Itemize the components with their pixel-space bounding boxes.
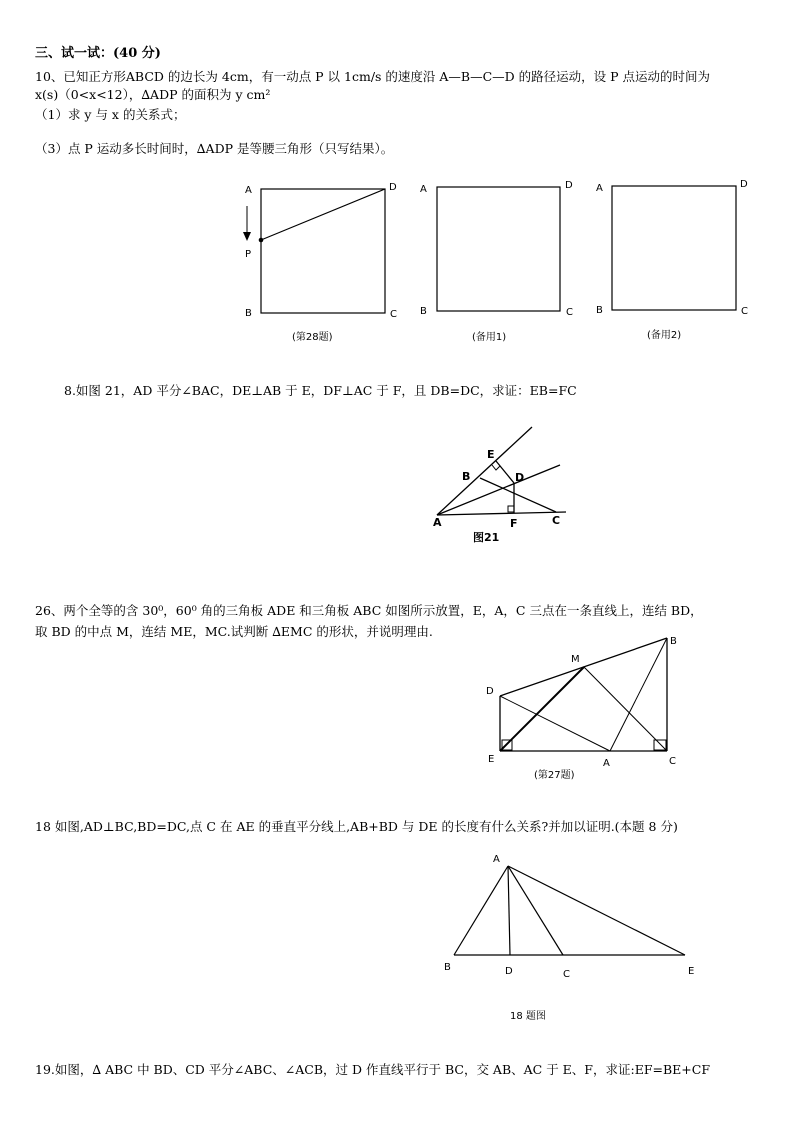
q10-line2: x(s)（0<x<12），∆ADP 的面积为 y cm² <box>35 87 271 102</box>
q26-label-b: B <box>670 636 677 647</box>
q26-line1: 26、两个全等的含 30⁰，60⁰ 角的三角板 ADE 和三角板 ABC 如图所示放置，E，A，C 三点在一条直线上，连结 BD， <box>35 603 703 618</box>
q26-line2: 取 BD 的中点 M，连结 ME，MC.试判断 ∆EMC 的形状，并说明理由. <box>35 624 433 639</box>
q8-label-d: D <box>515 471 525 484</box>
q18-text: 18 如图,AD⊥BC,BD=DC,点 C 在 AE 的垂直平分线上,AB+BD 与 DE 的长度有什么关系?并加以证明.(本题 8 分) <box>35 819 678 834</box>
q26-label-m: M <box>571 654 580 665</box>
q26-caption: (第27题) <box>534 770 575 781</box>
q10-spare2-label-d: D <box>740 179 748 190</box>
q10-spare2-caption: (备用2) <box>647 330 682 341</box>
q18-label-b: B <box>444 962 451 973</box>
q26-label-d: D <box>486 686 494 697</box>
q8-label-b: B <box>462 470 471 483</box>
q8-label-e: E <box>487 448 495 461</box>
q18-label-d: D <box>505 966 513 977</box>
q8-label-f: F <box>510 517 518 530</box>
q10-spare1-label-d: D <box>565 180 573 191</box>
q10-main-label-d: D <box>389 182 397 193</box>
q26-label-c: C <box>669 756 676 767</box>
q10-spare1-label-b: B <box>420 306 427 317</box>
q10-main-label-c: C <box>390 309 397 320</box>
q18-label-e: E <box>688 966 695 977</box>
q10-spare2-label-b: B <box>596 305 603 316</box>
q26-label-a: A <box>603 758 610 769</box>
q8-label-a: A <box>433 516 442 529</box>
q8-text: 8.如图 21，AD 平分∠BAC，DE⊥AB 于 E，DF⊥AC 于 F，且 DB=DC，求证：EB=FC <box>64 383 577 398</box>
q10-main-label-a: A <box>245 185 252 196</box>
q19-text: 19.如图，∆ ABC 中 BD、CD 平分∠ABC、∠ACB，过 D 作直线平行于 BC，交 AB、AC 于 E、F，求证:EF=BE+CF <box>35 1062 710 1077</box>
section-title: 三、试一试：(40 分) <box>35 46 161 61</box>
q10-figure-spare2 <box>596 179 748 341</box>
q18-figure <box>444 854 694 1022</box>
q10-main-label-b: B <box>245 308 252 319</box>
q8-caption: 图21 <box>473 531 500 544</box>
q8-label-c: C <box>552 514 561 527</box>
q26-figure <box>486 636 677 781</box>
q10-spare1-caption: (备用1) <box>472 332 507 343</box>
q10-part3: （3）点 P 运动多长时间时，∆ADP 是等腰三角形（只写结果）。 <box>35 141 394 156</box>
q10-spare1-label-c: C <box>566 307 573 318</box>
q10-part1: （1）求 y 与 x 的关系式； <box>35 107 186 122</box>
q18-label-c: C <box>563 969 570 980</box>
q10-figure-main <box>243 182 397 343</box>
q18-caption: 18 题图 <box>510 1011 546 1022</box>
q10-spare2-label-a: A <box>596 183 603 194</box>
q18-label-a: A <box>493 854 500 865</box>
q10-main-caption: (第28题) <box>292 332 333 343</box>
q10-spare2-label-c: C <box>741 306 748 317</box>
q10-line1: 10、已知正方形ABCD 的边长为 4cm，有一动点 P 以 1cm/s 的速度沿 A—B—C—D 的路径运动，设 P 点运动的时间为 <box>35 69 711 84</box>
q8-figure <box>433 427 566 544</box>
q10-main-label-p: P <box>245 249 252 260</box>
q10-spare1-label-a: A <box>420 184 427 195</box>
q10-figure-spare1 <box>420 180 573 343</box>
q26-label-e: E <box>488 754 495 765</box>
